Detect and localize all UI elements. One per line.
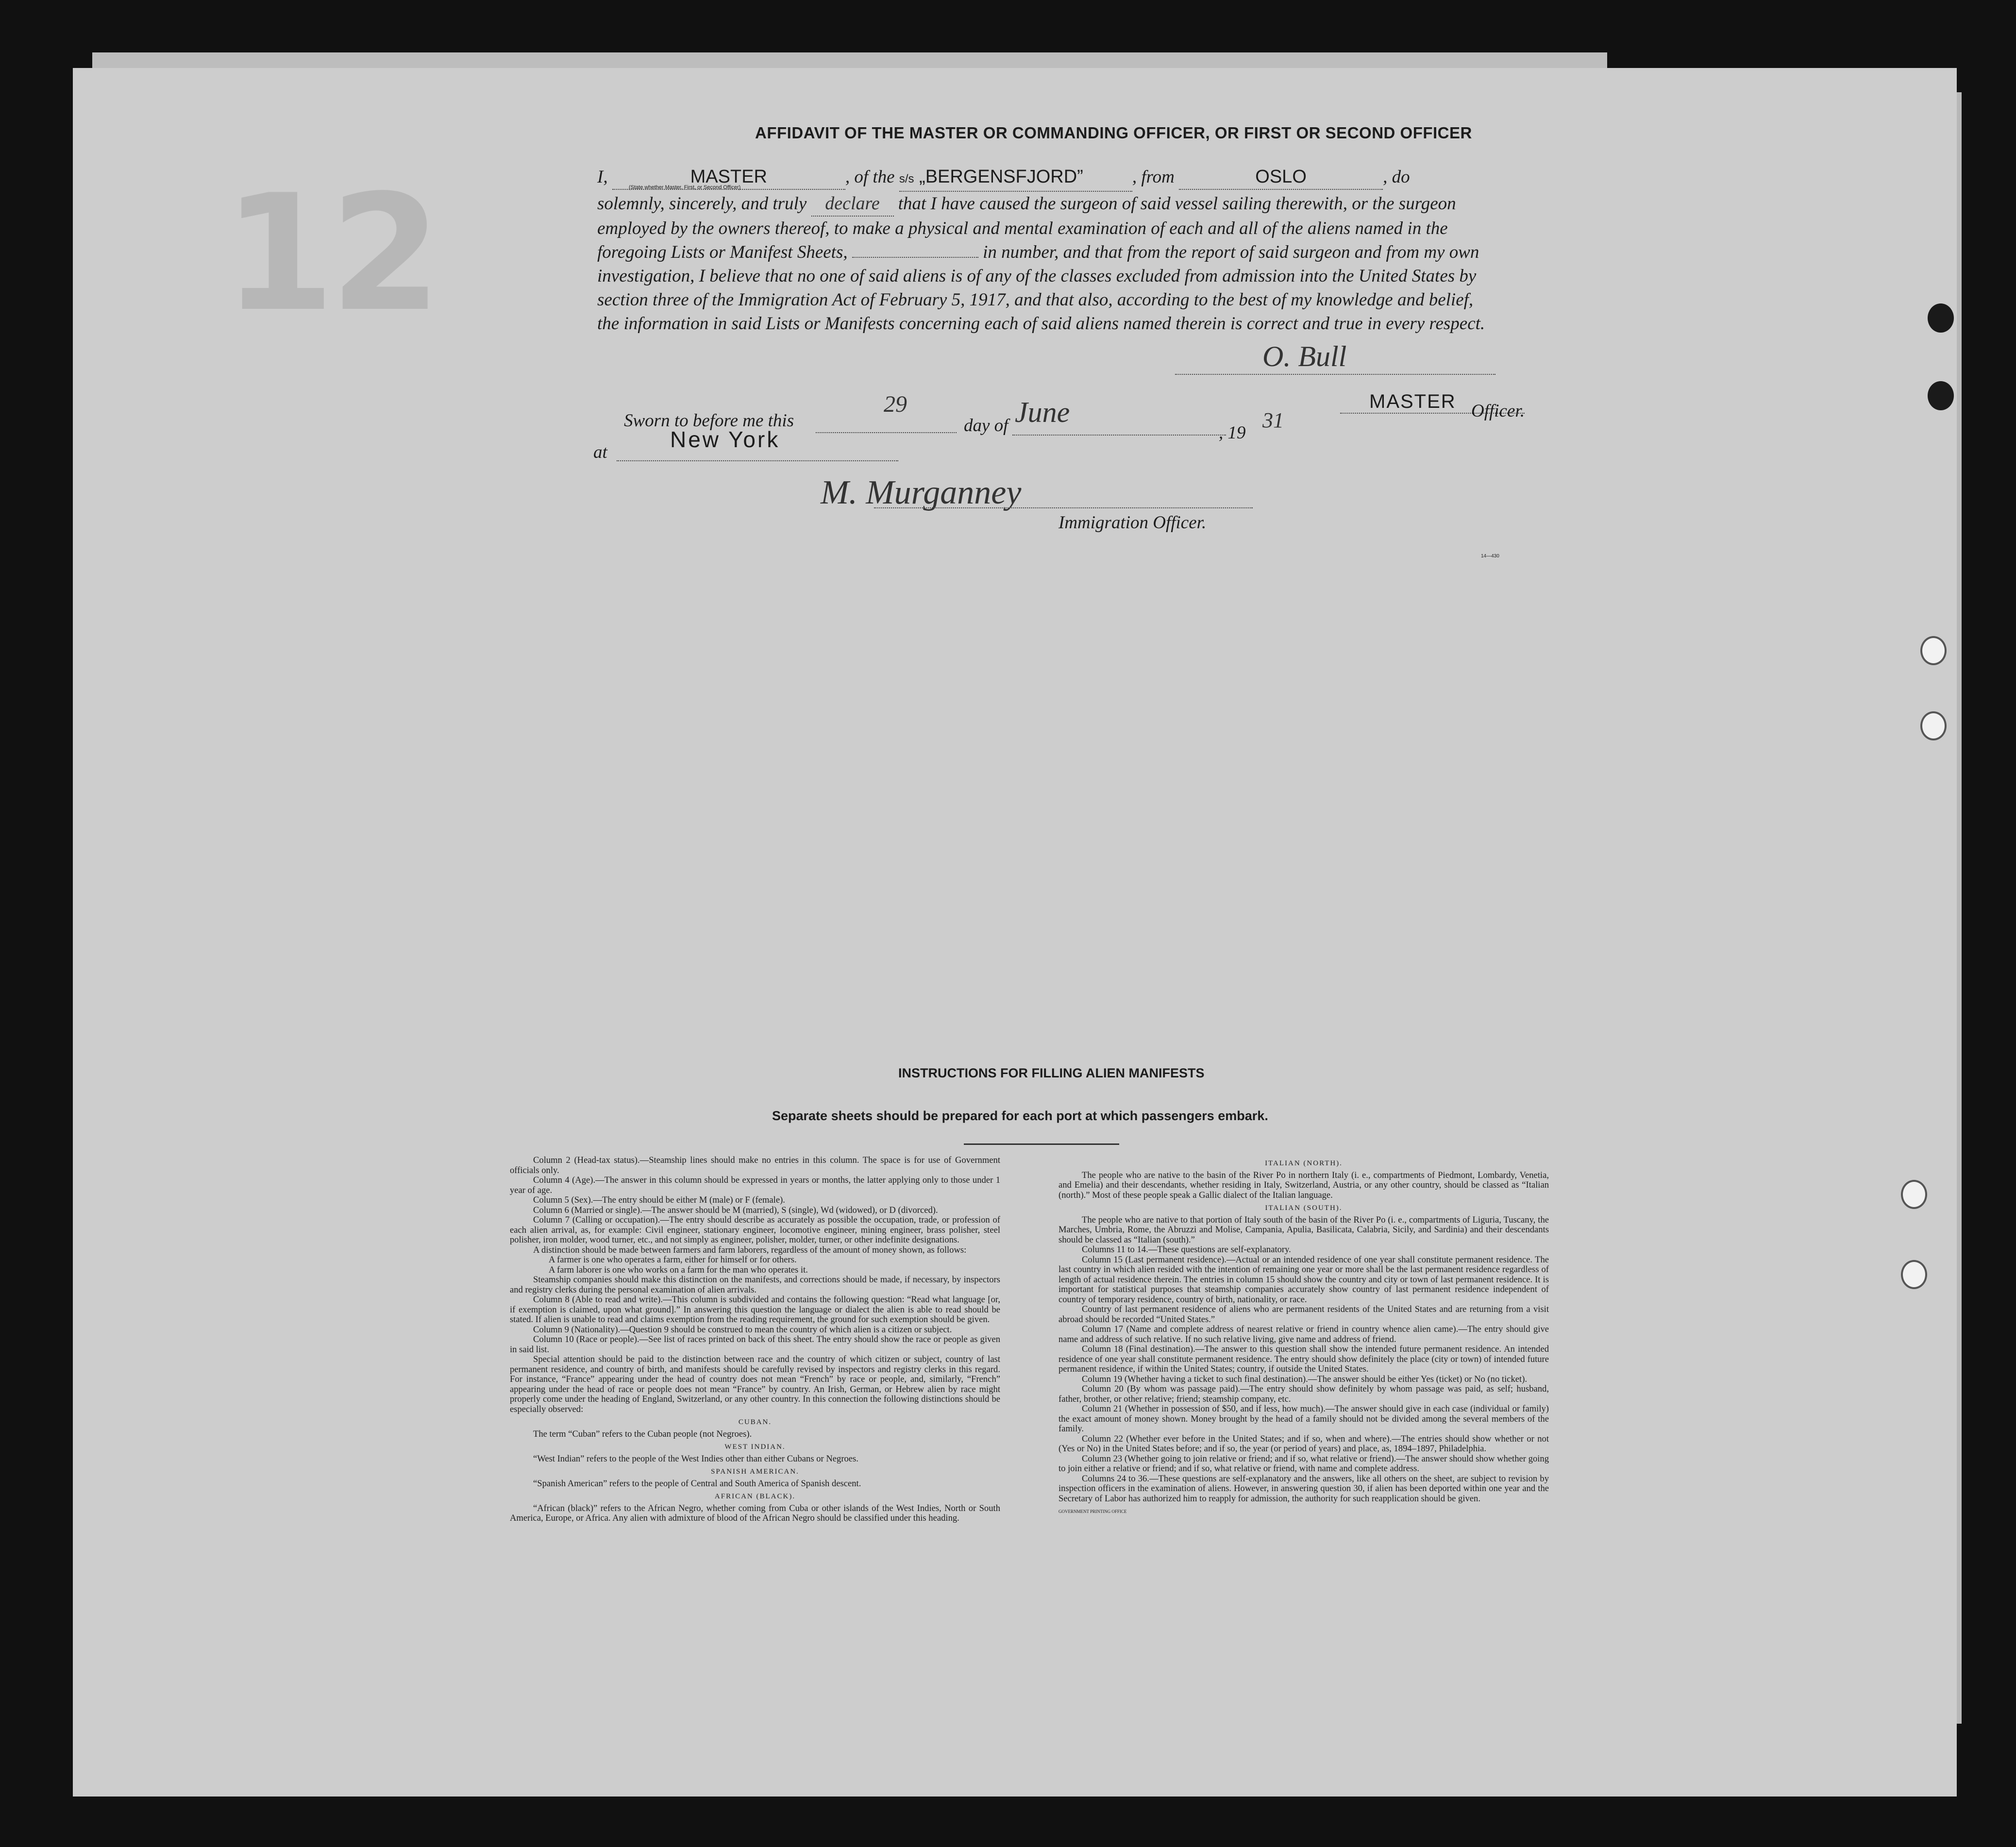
at-place: New York	[670, 427, 780, 452]
instruction-paragraph: The people who are native to the basin of the River Po in northern Italy (i. e., compartments of Piedmont, Lombardy, Venetia, and Emelia) and their descendants, whether residing in Italy, Switzerland, Austria, or any other country, should be classed as “Italian (north).” Most of these people speak a Gallic dialect of the Italian language.	[1058, 1170, 1549, 1200]
at-line	[617, 460, 898, 461]
sworn-day-line	[816, 432, 957, 433]
ship-prefix: s/s	[899, 172, 914, 185]
affidavit-line-4: foregoing Lists or Manifest Sheets, in number, and that from the report of said surgeon and from my own	[597, 242, 1479, 262]
instruction-paragraph: Columns 11 to 14.—These questions are self-explanatory.	[1082, 1244, 1291, 1255]
printer-note: GOVERNMENT PRINTING OFFICE	[1058, 1509, 1127, 1514]
section-heading-cuban: CUBAN.	[738, 1418, 772, 1426]
instruction-paragraph: Columns 24 to 36.—These questions are self-explanatory and the answers, like all others on the sheet, are subject to revision by inspection officers in the examination of aliens. However, in answering question 30, if alien has been deported within one year and the Secretary of Labor has authorized him to reapply for admission, the authority for such reapplication should be given.	[1058, 1473, 1549, 1504]
section-heading-italian-north: ITALIAN (NORTH).	[1265, 1159, 1343, 1167]
binder-hole	[1920, 636, 1947, 665]
ship-name: „BERGENSFJORD”	[919, 167, 1083, 187]
officer-suffix: Officer.	[1471, 401, 1525, 421]
at-label: at	[593, 442, 607, 462]
instruction-paragraph: Column 17 (Name and complete address of nearest relative or friend in country whence alien came).—The entry should give name and address of such relative. If no such relative living, give name and address of friend.	[1058, 1324, 1549, 1344]
rank-field: MASTER	[612, 165, 845, 190]
rank-note: (State whether Master, First, or Second Officer)	[629, 185, 741, 190]
instruction-paragraph: Column 22 (Whether ever before in the United States; and if so, when and where).—The entries should show whether or not (Yes or No) in the United States before; and if so, the year (or period of years) and place, as, 1894–1897, Philadelphia.	[1058, 1433, 1549, 1454]
instruction-paragraph: Column 20 (By whom was passage paid).—The entry should show definitely by whom passage was paid, as self; husband, father, brother, or other relative; friend; steamship company, etc.	[1058, 1384, 1549, 1404]
sworn-year-prefix: , 19	[1219, 423, 1246, 443]
instruction-paragraph: Column 23 (Whether going to join relative or friend; and if so, what relative or friend).—The answer should show whether going to join either a relative or friend; and if so, what relative or friend, with name and complete address.	[1058, 1453, 1549, 1474]
instruction-paragraph: The people who are native to that portion of Italy south of the basin of the River Po (i. e., compartments of Liguria, Tuscany, the Marches, Umbria, Rome, the Abruzzi and Molise, Campania, Apulia, Basilicata, Calabria, Sicily, and Sardinia) and their descendants should be classed as “Italian (south).”	[1058, 1214, 1549, 1245]
instructions-title: INSTRUCTIONS FOR FILLING ALIEN MANIFESTS	[898, 1066, 1205, 1080]
instruction-paragraph: Column 10 (Race or people).—See list of races printed on back of this sheet. The entry should show the race or people as given in said list.	[510, 1334, 1000, 1355]
instructions-right-column	[1058, 1156, 1549, 1517]
sworn-year: 31	[1262, 408, 1284, 432]
instruction-paragraph: Column 4 (Age).—The answer in this column should be expressed in years or months, the latter applying only to those under 1 year of age.	[510, 1175, 1000, 1195]
officer-rank: MASTER	[1369, 391, 1456, 412]
instruction-paragraph: Column 19 (Whether having a ticket to such final destination).—The answer should be either Yes (ticket) or No (no ticket).	[1082, 1374, 1528, 1384]
instruction-paragraph: Steamship companies should make this distinction on the manifests, and corrections should be made, if necessary, by inspectors and registry clerks during the personal examination of alien arrivals.	[510, 1275, 1000, 1295]
form-number: 14—430	[1481, 554, 1499, 559]
sworn-month-line	[1012, 435, 1226, 436]
instruction-paragraph: Column 7 (Calling or occupation).—The entry should describe as accurately as possible the occupation, trade, or profession of each alien arrival, as, for example: Civil engineer, stationary engineer, locomotive engineer, mining engineer, brass polisher, steel polisher, iron molder, wood turner, etc., and not simply as engineer, polisher, molder, turner, or other indefinite designations.	[510, 1215, 1000, 1245]
instruction-paragraph: “West Indian” refers to the people of the West Indies other than either Cubans or Negroes.	[533, 1453, 858, 1464]
bleed-through-number: 12	[223, 160, 437, 347]
instruction-paragraph: Special attention should be paid to the distinction between race and the country of which citizen or subject, country of last permanent residence, and country of birth, and manifests should be carefully revised by inspectors and registry clerks in this regard. For instance, “France” appearing under the head of country does not mean “French” by race or people, and, similarly, “French” appearing under the head of race or people does not mean “France” by country. An Irish, German, or Hebrew alien by race might properly come under the heading of England, Switzerland, or any other country. In this connection the following distinctions should be especially observed:	[510, 1354, 1000, 1414]
declare-field: declare	[811, 192, 894, 217]
binder-hole	[1901, 1180, 1927, 1209]
binder-hole	[1928, 381, 1954, 410]
instruction-paragraph: Column 8 (Able to read and write).—This column is subdivided and contains the following question: “Read what language [or, if exemption is claimed, upon what ground].” In answering this question the language or dialect the alien is able to read should be stated. If alien is unable to read and claims exemption from the reading requirement, the ground for such exemption should be given.	[510, 1294, 1000, 1325]
sworn-day: 29	[884, 391, 907, 417]
binder-hole	[1920, 711, 1947, 740]
master-signature: O. Bull	[1262, 340, 1347, 372]
binder-hole	[1928, 303, 1954, 333]
section-heading-italian-south: ITALIAN (SOUTH).	[1265, 1204, 1343, 1212]
affidavit-line-2: solemnly, sincerely, and truly declare that I have caused the surgeon of said vessel sailing therewith, or the surgeon	[597, 192, 1539, 217]
affidavit-line-5: investigation, I believe that no one of said aliens is of any of the classes excluded from admission into the United States by	[597, 266, 1477, 286]
affidavit-line-6: section three of the Immigration Act of February 5, 1917, and that also, according to the best of my knowledge and belief,	[597, 290, 1474, 310]
instruction-paragraph: Column 15 (Last permanent residence).—Actual or an intended residence of one year shall constitute permanent residence. The last country in which alien resided with the intention of remaining one year or more shall be the last permanent residence regardless of length of actual residence therein. The entries in column 15 should show the country and city or town of last permanent residence. It is important for statistical purposes that steamship companies accurately show country of last permanent residence independent of country of temporary residence, country of birth, nationality, or race.	[1058, 1254, 1549, 1305]
sworn-label: Sworn to before me this	[624, 411, 794, 431]
immigration-label: Immigration Officer.	[1058, 513, 1207, 533]
affidavit-title: AFFIDAVIT OF THE MASTER OR COMMANDING OFFICER, OR FIRST OR SECOND OFFICER	[755, 124, 1472, 142]
instruction-paragraph: Country of last permanent residence of aliens who are permanent residents of the United States and are returning from a visit abroad should be recorded “United States.”	[1058, 1304, 1549, 1325]
instruction-paragraph: Column 6 (Married or single).—The answer should be M (married), S (single), Wd (widowed), or D (divorced).	[533, 1205, 938, 1215]
sheet-count-field	[852, 257, 978, 258]
instruction-paragraph: Column 21 (Whether in possession of $50, and if less, how much).—The answer should give in each case (individual or family) the exact amount of money shown. Money brought by the head of a family should not be divided among the several members of the family.	[1058, 1404, 1549, 1434]
instruction-paragraph: A farmer is one who operates a farm, either for himself or for others.	[549, 1255, 797, 1265]
affidavit-body	[597, 165, 1539, 336]
instruction-paragraph: “African (black)” refers to the African Negro, whether coming from Cuba or other islands of the West Indies, North or South America, Europe, or Africa. Any alien with admixture of blood of the African Negro should be classified under this heading.	[510, 1503, 1000, 1523]
binder-hole	[1901, 1260, 1927, 1289]
immigration-signature-line	[874, 507, 1253, 508]
sworn-day-of: day of	[964, 416, 1008, 436]
instruction-paragraph: A farm laborer is one who works on a farm for the man who operates it.	[549, 1264, 808, 1275]
instruction-paragraph: Column 2 (Head-tax status).—Steamship lines should make no entries in this column. The space is for use of Government officials only.	[510, 1155, 1000, 1175]
instruction-paragraph: Column 9 (Nationality).—Question 9 should be construed to mean the country of which alien is a citizen or subject.	[533, 1324, 952, 1335]
instruction-paragraph: The term “Cuban” refers to the Cuban people (not Negroes).	[533, 1428, 752, 1439]
sworn-month: June	[1015, 396, 1070, 428]
master-signature-line	[1175, 374, 1495, 375]
instruction-paragraph: Column 5 (Sex).—The entry should be either M (male) or F (female).	[533, 1195, 785, 1205]
section-heading-west-indian: WEST INDIAN.	[724, 1443, 786, 1451]
instruction-paragraph: Column 18 (Final destination).—The answer to this question shall show the intended future permanent residence. An intended residence of one year shall constitute permanent residence. The entry should show definitely the place (city or town) of intended future permanent residence, if within the United States; country, if outside the United States.	[1058, 1344, 1549, 1374]
instructions-subtitle: Separate sheets should be prepared for each port at which passengers embark.	[772, 1108, 1268, 1123]
section-heading-spanish-american: SPANISH AMERICAN.	[711, 1468, 799, 1476]
affidavit-line-1: I, MASTER , of the s/s „BERGENSFJORD” , from OSLO , do	[597, 165, 1539, 192]
port-field: OSLO	[1179, 165, 1383, 190]
section-heading-african: AFRICAN (BLACK).	[714, 1493, 796, 1500]
instruction-paragraph: A distinction should be made between farmers and farm laborers, regardless of the amount of money shown, as follows:	[533, 1244, 967, 1255]
affidavit-line-7: the information in said Lists or Manifests concerning each of said aliens named therein is correct and true in every respect.	[597, 314, 1485, 334]
instructions-divider	[964, 1143, 1119, 1145]
immigration-signature: M. Murganney	[821, 474, 1022, 511]
instructions-left-column	[510, 1156, 1000, 1524]
affidavit-line-3: employed by the owners thereof, to make a physical and mental examination of each and all of the aliens named in the	[597, 218, 1448, 238]
ship-field	[899, 165, 1132, 192]
instruction-paragraph: “Spanish American” refers to the people of Central and South America of Spanish descent.	[533, 1478, 861, 1489]
